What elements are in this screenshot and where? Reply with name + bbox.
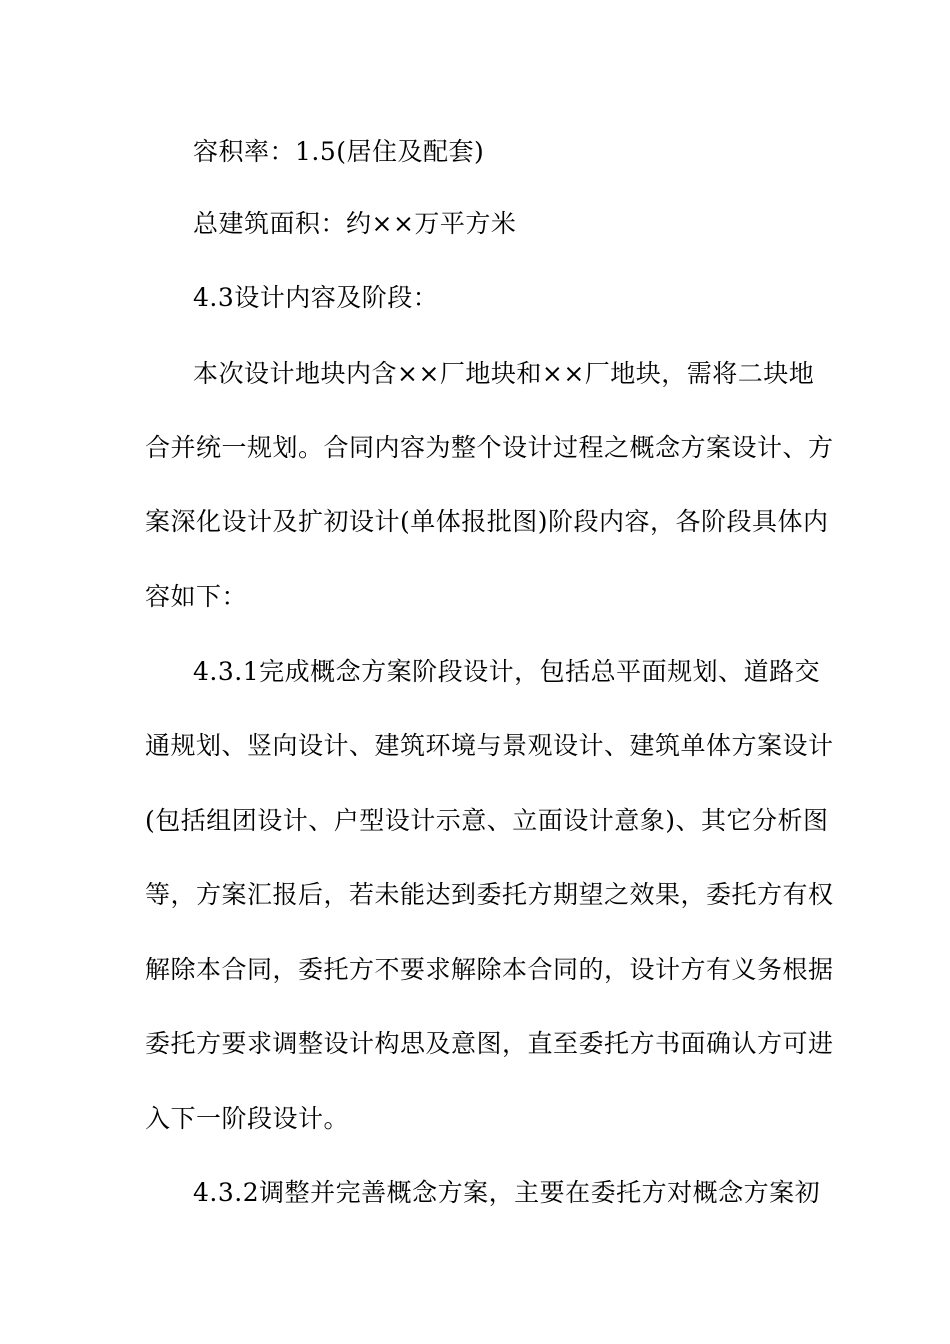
text-line: 解除本合同，委托方不要求解除本合同的，设计方有义务根据 — [145, 955, 834, 984]
text-line: 通规划、竖向设计、建筑环境与景观设计、建筑单体方案设计 — [145, 731, 834, 760]
section-heading-4-3: 4.3设计内容及阶段： — [193, 283, 439, 312]
text-line-plot-ratio: 容积率：1.5(居住及配套) — [193, 137, 485, 166]
text-line: 入下一阶段设计。 — [145, 1104, 350, 1133]
text-line: 本次设计地块内含××厂地块和××厂地块，需将二块地 — [193, 359, 815, 388]
text-line: 容如下： — [145, 582, 248, 611]
text-line: 等，方案汇报后，若未能达到委托方期望之效果，委托方有权 — [145, 880, 834, 909]
section-heading-4-3-1: 4.3.1完成概念方案阶段设计，包括总平面规划、道路交 — [193, 657, 821, 686]
text-line: (包括组团设计、户型设计示意、立面设计意象)、其它分析图 — [145, 806, 829, 835]
section-heading-4-3-2: 4.3.2调整并完善概念方案，主要在委托方对概念方案初 — [193, 1178, 821, 1207]
text-line: 案深化设计及扩初设计(单体报批图)阶段内容，各阶段具体内 — [145, 507, 829, 536]
text-line: 合并统一规划。合同内容为整个设计过程之概念方案设计、方 — [145, 433, 834, 462]
text-line-total-floor-area: 总建筑面积：约××万平方米 — [193, 209, 517, 238]
text-line: 委托方要求调整设计构思及意图，直至委托方书面确认方可进 — [145, 1029, 834, 1058]
